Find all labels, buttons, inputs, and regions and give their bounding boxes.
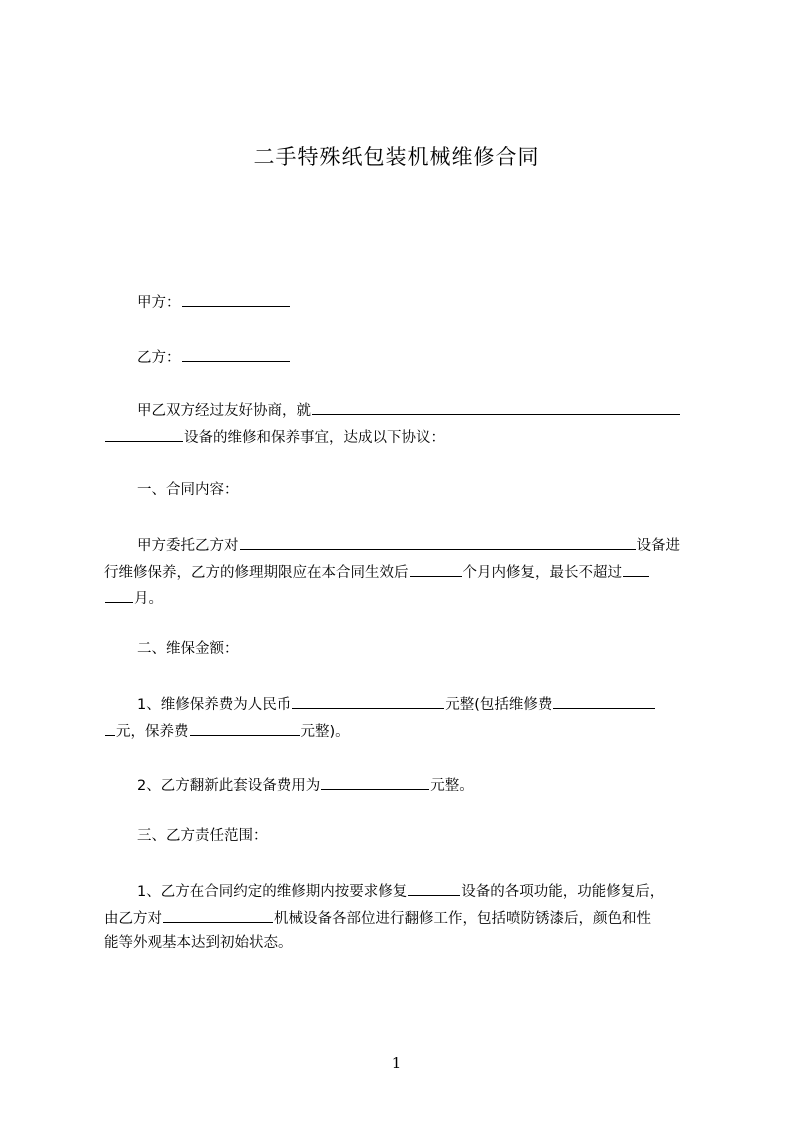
intro-text-2: 设备的维修和保养事宜，达成以下协议： <box>184 430 445 446</box>
sec3-machinery-blank[interactable] <box>163 906 273 923</box>
page-number: 1 <box>391 1054 402 1072</box>
sec3-item-1-line-1 <box>137 879 664 902</box>
repair-fee-blank-1[interactable] <box>553 692 655 709</box>
party-b-label: 乙方： <box>137 350 181 366</box>
sec3-equipment-blank[interactable] <box>408 879 460 896</box>
sec2-item1-text-c: 元，保养费 <box>116 724 189 740</box>
section-1-heading: 一、合同内容： <box>137 482 239 498</box>
sec2-item2-text-a: 2、乙方翻新此套设备费用为 <box>137 778 321 794</box>
sec1-text-b: 设备进 <box>636 538 680 554</box>
sec3-item1-text-c: 由乙方对 <box>104 911 162 927</box>
max-months-blank-1[interactable] <box>623 560 649 577</box>
document-title: 二手特殊纸包装机械维修合同 <box>253 145 540 169</box>
maintenance-fee-blank[interactable] <box>190 719 300 736</box>
sec1-line-2 <box>104 560 650 583</box>
intro-line-1 <box>137 398 681 421</box>
sec3-item1-text-b: 设备的各项功能，功能修复后， <box>461 884 665 900</box>
sec2-item1-text-a: 1、维修保养费为人民币 <box>137 697 292 713</box>
sec1-line-3 <box>104 586 163 609</box>
sec3-item-1-line-3: 能等外观基本达到初始状态。 <box>104 935 293 951</box>
repair-fee-blank-2[interactable] <box>105 719 115 736</box>
party-a-blank[interactable] <box>182 290 290 307</box>
party-b-blank[interactable] <box>182 345 290 362</box>
sec2-item1-text-d: 元整)。 <box>300 724 350 740</box>
sec2-item2-text-b: 元整。 <box>430 778 474 794</box>
repair-months-blank[interactable] <box>410 560 462 577</box>
sec1-equipment-blank[interactable] <box>240 533 636 550</box>
party-a-label: 甲方： <box>137 295 181 311</box>
equipment-blank-1[interactable] <box>312 398 680 415</box>
section-3-heading: 三、乙方责任范围： <box>137 828 268 844</box>
max-months-blank-2[interactable] <box>105 586 133 603</box>
intro-text-1: 甲乙双方经过友好协商，就 <box>137 403 311 419</box>
equipment-blank-2[interactable] <box>105 425 183 442</box>
sec2-item-1-line-1 <box>137 692 656 715</box>
sec2-item-1-line-2 <box>104 719 350 742</box>
sec1-text-d: 个月内修复，最长不超过 <box>462 565 622 581</box>
sec3-item1-text-a: 1、乙方在合同约定的维修期内按要求修复 <box>137 884 408 900</box>
renovation-fee-blank[interactable] <box>321 773 429 790</box>
sec1-text-a: 甲方委托乙方对 <box>137 538 239 554</box>
sec3-item1-text-d: 机械设备各部位进行翻修工作，包括喷防锈漆后，颜色和性 <box>274 911 651 927</box>
party-b-line <box>137 345 291 368</box>
total-fee-blank[interactable] <box>292 692 444 709</box>
sec1-text-c: 行维修保养，乙方的修理期限应在本合同生效后 <box>104 565 409 581</box>
section-2-heading: 二、维保金额： <box>137 641 239 657</box>
sec2-item-2-line <box>137 773 474 796</box>
sec1-line-1 <box>137 533 680 556</box>
sec1-text-e: 月。 <box>134 591 163 607</box>
party-a-line <box>137 290 291 313</box>
sec3-item-1-line-2 <box>104 906 651 929</box>
sec2-item1-text-b: 元整(包括维修费 <box>445 697 553 713</box>
intro-line-2 <box>104 425 445 448</box>
